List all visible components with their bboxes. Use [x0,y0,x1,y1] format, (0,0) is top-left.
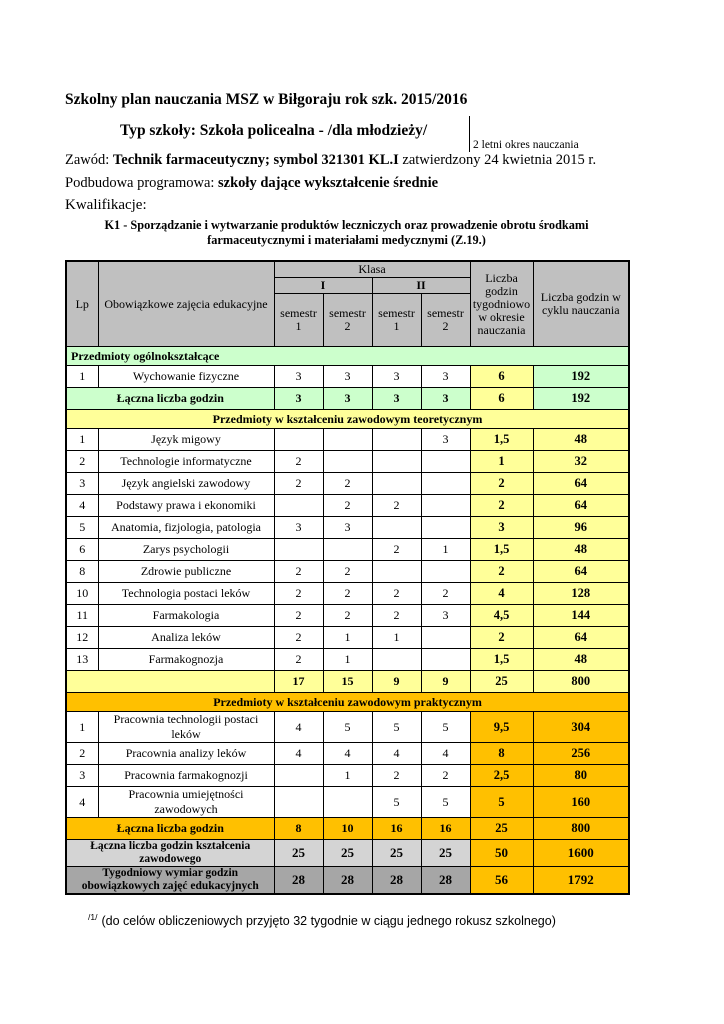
curriculum-table [65,260,630,895]
section-header-label: Przedmioty w kształceniu zawodowym teoretycznym [66,410,629,429]
header-semester-2: semestr 2 [323,294,372,347]
lp-cell: 3 [66,765,98,787]
semester-cell: 4 [372,743,421,765]
semester-cell [421,649,470,671]
summary-semester-cell: 28 [421,867,470,895]
semester-cell: 2 [274,473,323,495]
cycle-hours-cell: 48 [533,429,629,451]
cycle-hours-cell: 144 [533,605,629,627]
semester-cell: 2 [274,627,323,649]
summary-weekly-cell: 56 [470,867,533,895]
semester-total-cell: 9 [372,671,421,693]
table-row [66,561,629,583]
semester-cell [421,517,470,539]
section-total-row [66,818,629,840]
semester-total-cell: 8 [274,818,323,840]
cycle-total-cell: 800 [533,818,629,840]
cycle-hours-cell: 192 [533,366,629,388]
semester-cell: 2 [372,495,421,517]
subject-cell: Pracownia farmakognozji [98,765,274,787]
semester-total-cell: 16 [421,818,470,840]
subject-cell: Zarys psychologii [98,539,274,561]
semester-cell: 5 [421,787,470,818]
subject-cell: Pracownia umiejętności zawodowych [98,787,274,818]
semester-cell [421,473,470,495]
subject-cell: Język angielski zawodowy [98,473,274,495]
foundation-line [65,173,724,193]
lp-cell: 11 [66,605,98,627]
summary-semester-cell: 25 [274,840,323,867]
summary-semester-cell: 25 [421,840,470,867]
semester-cell: 1 [372,627,421,649]
semester-total-cell: 9 [421,671,470,693]
semester-cell: 2 [372,765,421,787]
subject-cell: Pracownia technologii postaci leków [98,712,274,743]
cycle-hours-cell: 96 [533,517,629,539]
semester-total-cell: 3 [274,388,323,410]
weekly-hours-cell: 1 [470,451,533,473]
lp-cell: 12 [66,627,98,649]
cycle-hours-cell: 64 [533,561,629,583]
semester-cell: 3 [274,517,323,539]
subject-cell: Wychowanie fizyczne [98,366,274,388]
section-header-theoretical [66,410,629,429]
weekly-hours-cell: 2,5 [470,765,533,787]
table-row [66,539,629,561]
summary-row-vocational-total [66,840,629,867]
semester-total-cell: 17 [274,671,323,693]
lp-cell: 1 [66,712,98,743]
semester-cell: 3 [274,366,323,388]
semester-cell [274,787,323,818]
semester-total-cell: 3 [323,388,372,410]
occupation-approval: zatwierdzony 24 kwietnia 2015 r. [398,152,597,168]
table-row [66,787,629,818]
header-weekly-hours: Liczba godzin tygodniowo w okresie nauczania [470,261,533,347]
semester-cell: 3 [421,366,470,388]
subject-cell: Anatomia, fizjologia, patologia [98,517,274,539]
semester-cell: 2 [421,583,470,605]
semester-total-cell: 10 [323,818,372,840]
semester-cell [372,429,421,451]
summary-semester-cell: 28 [372,867,421,895]
subject-cell: Analiza leków [98,627,274,649]
semester-cell [372,561,421,583]
semester-cell: 2 [274,451,323,473]
weekly-total-cell: 6 [470,388,533,410]
table-row [66,743,629,765]
subject-cell: Pracownia analizy leków [98,743,274,765]
occupation-line [65,150,724,170]
section-header-general [66,347,629,366]
weekly-hours-cell: 4,5 [470,605,533,627]
footnote-text: (do celów obliczeniowych przyjęto 32 tygodnie w ciągu jednego rokusz szkolnego) [101,914,556,929]
semester-cell: 5 [372,712,421,743]
total-label-cell: Łączna liczba godzin [66,388,274,410]
semester-total-cell: 3 [421,388,470,410]
lp-cell: 6 [66,539,98,561]
header-semester-4: semestr 2 [421,294,470,347]
semester-cell: 2 [323,473,372,495]
semester-cell [323,429,372,451]
semester-cell [323,539,372,561]
training-period-note [469,116,579,152]
subject-cell: Technologie informatyczne [98,451,274,473]
semester-cell: 2 [372,539,421,561]
semester-cell: 2 [372,583,421,605]
semester-cell: 2 [323,495,372,517]
table-row [66,429,629,451]
total-label-cell [66,671,274,693]
cycle-hours-cell: 80 [533,765,629,787]
header-class-1: I [274,278,372,294]
header-semester-3: semestr 1 [372,294,421,347]
cycle-total-cell: 800 [533,671,629,693]
summary-cycle-cell: 1792 [533,867,629,895]
summary-weekly-cell: 50 [470,840,533,867]
semester-cell: 3 [323,517,372,539]
cycle-total-cell: 192 [533,388,629,410]
cycle-hours-cell: 128 [533,583,629,605]
semester-cell [274,495,323,517]
semester-cell: 1 [323,765,372,787]
weekly-hours-cell: 2 [470,495,533,517]
school-type-line: Typ szkoły: Szkoła policealna - /dla młodzieży/ [120,122,428,139]
total-label-cell: Łączna liczba godzin [66,818,274,840]
lp-cell: 3 [66,473,98,495]
occupation-name: Technik farmaceutyczny; symbol 321301 KL.I [112,152,399,168]
semester-cell: 2 [421,765,470,787]
semester-cell [274,539,323,561]
lp-cell: 13 [66,649,98,671]
table-row [66,366,629,388]
semester-cell [372,649,421,671]
summary-row-weekly-total [66,867,629,895]
weekly-hours-cell: 1,5 [470,539,533,561]
lp-cell: 8 [66,561,98,583]
weekly-hours-cell: 8 [470,743,533,765]
foundation-prefix: Podbudowa programowa: [65,175,219,191]
semester-total-cell: 3 [372,388,421,410]
weekly-hours-cell: 2 [470,473,533,495]
qualification-k1: K1 - Sporządzanie i wytwarzanie produktów leczniczych oraz prowadzenie obrotu środkami farmaceutycznymi i materiałami medycznymi (Z.19.) [104,218,589,247]
semester-cell: 1 [323,627,372,649]
semester-cell [421,627,470,649]
table-row [66,451,629,473]
weekly-total-cell: 25 [470,671,533,693]
semester-cell: 3 [323,366,372,388]
semester-cell: 4 [323,743,372,765]
weekly-total-cell: 25 [470,818,533,840]
section-header-label: Przedmioty w kształceniu zawodowym praktycznym [66,693,629,712]
weekly-hours-cell: 5 [470,787,533,818]
subject-cell: Technologia postaci leków [98,583,274,605]
cycle-hours-cell: 32 [533,451,629,473]
semester-cell [274,429,323,451]
semester-cell [372,451,421,473]
lp-cell: 1 [66,366,98,388]
semester-cell [323,787,372,818]
semester-total-cell: 15 [323,671,372,693]
semester-cell: 2 [372,605,421,627]
semester-cell: 2 [274,649,323,671]
cycle-hours-cell: 64 [533,473,629,495]
table-row [66,495,629,517]
occupation-prefix: Zawód: [65,152,113,168]
document-title: Szkolny plan nauczania MSZ w Biłgoraju rok szk. 2015/2016 [65,91,468,108]
summary-semester-cell: 28 [274,867,323,895]
weekly-hours-cell: 9,5 [470,712,533,743]
weekly-hours-cell: 1,5 [470,649,533,671]
semester-cell [323,451,372,473]
semester-cell: 5 [323,712,372,743]
semester-cell [274,765,323,787]
subject-cell: Język migowy [98,429,274,451]
weekly-hours-cell: 2 [470,627,533,649]
weekly-hours-cell: 2 [470,561,533,583]
subject-cell: Farmakognozja [98,649,274,671]
semester-cell: 4 [274,712,323,743]
semester-cell: 3 [421,429,470,451]
summary-semester-cell: 25 [323,840,372,867]
lp-cell: 10 [66,583,98,605]
table-row [66,649,629,671]
footnote-marker: /1/ [88,912,98,922]
semester-cell [421,451,470,473]
header-class-2: II [372,278,470,294]
subject-cell: Podstawy prawa i ekonomiki [98,495,274,517]
weekly-hours-cell: 6 [470,366,533,388]
semester-cell: 2 [323,561,372,583]
semester-total-cell: 16 [372,818,421,840]
header-cycle-hours: Liczba godzin w cyklu nauczania [533,261,629,347]
semester-cell: 3 [372,366,421,388]
subject-cell: Farmakologia [98,605,274,627]
semester-cell [372,473,421,495]
footnote [88,912,724,928]
plan-table-body [66,347,629,895]
cycle-hours-cell: 48 [533,539,629,561]
lp-cell: 2 [66,743,98,765]
summary-cycle-cell: 1600 [533,840,629,867]
training-period-text: 2 letni okres nauczania [473,139,579,151]
section-total-row [66,388,629,410]
semester-cell: 2 [323,583,372,605]
semester-cell [421,495,470,517]
table-row [66,473,629,495]
foundation-value: szkoły dające wykształcenie średnie [218,175,439,191]
cycle-hours-cell: 64 [533,627,629,649]
weekly-hours-cell: 1,5 [470,429,533,451]
semester-cell: 2 [274,583,323,605]
weekly-hours-cell: 3 [470,517,533,539]
lp-cell: 5 [66,517,98,539]
semester-cell: 3 [421,605,470,627]
header-semester-1: semestr 1 [274,294,323,347]
summary-label-cell: Łączna liczba godzin kształcenia zawodowego [66,840,274,867]
semester-cell: 4 [421,743,470,765]
lp-cell: 4 [66,787,98,818]
subject-cell: Zdrowie publiczne [98,561,274,583]
table-row [66,712,629,743]
header-subjects: Obowiązkowe zajęcia edukacyjne [98,261,274,347]
lp-cell: 1 [66,429,98,451]
lp-cell: 2 [66,451,98,473]
table-row [66,583,629,605]
table-row [66,605,629,627]
lp-cell: 4 [66,495,98,517]
section-total-row [66,671,629,693]
cycle-hours-cell: 304 [533,712,629,743]
semester-cell: 1 [323,649,372,671]
cycle-hours-cell: 48 [533,649,629,671]
section-header-label: Przedmioty ogólnokształcące [66,347,629,366]
cycle-hours-cell: 256 [533,743,629,765]
section-header-practical [66,693,629,712]
semester-cell: 2 [323,605,372,627]
semester-cell: 2 [274,561,323,583]
semester-cell: 5 [372,787,421,818]
semester-cell: 4 [274,743,323,765]
summary-semester-cell: 28 [323,867,372,895]
cycle-hours-cell: 64 [533,495,629,517]
semester-cell: 5 [421,712,470,743]
summary-semester-cell: 25 [372,840,421,867]
semester-cell [421,561,470,583]
table-row [66,765,629,787]
table-row [66,627,629,649]
cycle-hours-cell: 160 [533,787,629,818]
table-row [66,517,629,539]
weekly-hours-cell: 4 [470,583,533,605]
semester-cell: 1 [421,539,470,561]
semester-cell: 2 [274,605,323,627]
summary-label-cell: Tygodniowy wymiar godzin obowiązkowych zajęć edukacyjnych [66,867,274,895]
header-lp: Lp [66,261,98,347]
header-klasa: Klasa [274,261,470,278]
qualifications-label: Kwalifikacje: [65,197,147,213]
semester-cell [372,517,421,539]
